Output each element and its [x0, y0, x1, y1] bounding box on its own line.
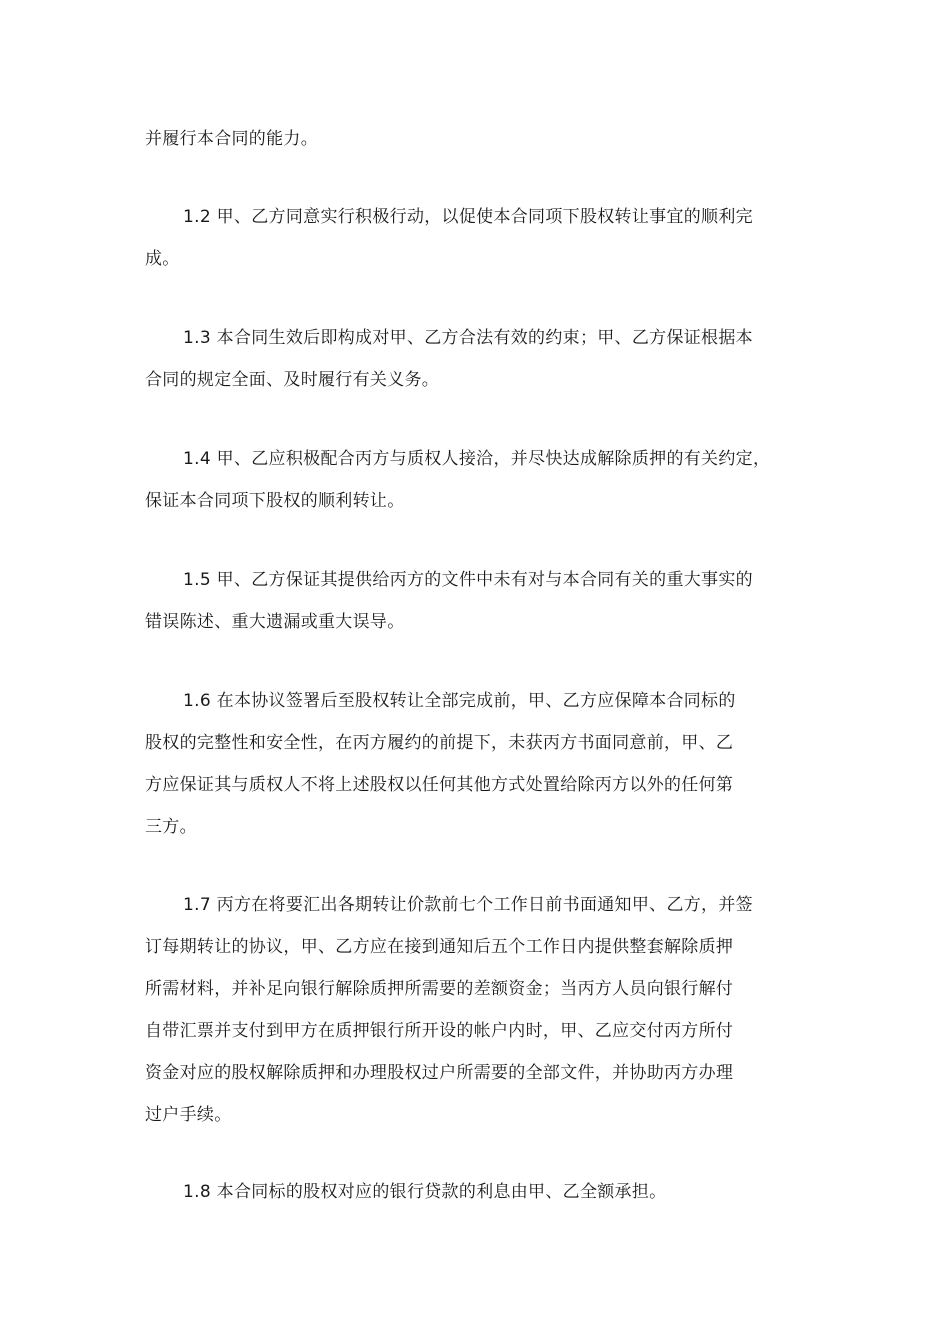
paragraph-1-3-line-2: 合同的规定全面、及时履行有关义务。 — [145, 370, 440, 390]
paragraph-1-7-line-3: 所需材料，并补足向银行解除质押所需要的差额资金；当丙方人员向银行解付 — [145, 979, 734, 999]
paragraph-1-8-line-1: 1.8 本合同标的股权对应的银行贷款的利息由甲、乙全额承担。 — [183, 1182, 667, 1202]
paragraph-1-7-line-1: 1.7 丙方在将要汇出各期转让价款前七个工作日前书面通知甲、乙方，并签 — [183, 895, 753, 915]
paragraph-1-5-line-2: 错误陈述、重大遗漏或重大误导。 — [145, 612, 405, 632]
paragraph-1-5-line-1: 1.5 甲、乙方保证其提供给丙方的文件中未有对与本合同有关的重大事实的 — [183, 570, 753, 590]
paragraph-1-7-line-4: 自带汇票并支付到甲方在质押银行所开设的帐户内时，甲、乙应交付丙方所付 — [145, 1021, 734, 1041]
paragraph-1-1-line-2: 并履行本合同的能力。 — [145, 129, 318, 149]
paragraph-1-7-line-2: 订每期转让的协议，甲、乙方应在接到通知后五个工作日内提供整套解除质押 — [145, 937, 734, 957]
paragraph-1-7-line-5: 资金对应的股权解除质押和办理股权过户所需要的全部文件，并协助丙方办理 — [145, 1063, 734, 1083]
paragraph-1-4-line-1: 1.4 甲、乙应积极配合丙方与质权人接洽，并尽快达成解除质押的有关约定， — [183, 449, 771, 469]
paragraph-1-6-line-3: 方应保证其与质权人不将上述股权以任何其他方式处置给除丙方以外的任何第 — [145, 775, 734, 795]
paragraph-1-2-line-2: 成。 — [145, 249, 180, 269]
paragraph-1-2-line-1: 1.2 甲、乙方同意实行积极行动，以促使本合同项下股权转让事宜的顺利完 — [183, 207, 753, 227]
paragraph-1-6-line-4: 三方。 — [145, 817, 197, 837]
paragraph-1-6-line-2: 股权的完整性和安全性，在丙方履约的前提下，未获丙方书面同意前，甲、乙 — [145, 733, 734, 753]
paragraph-1-3-line-1: 1.3 本合同生效后即构成对甲、乙方合法有效的约束；甲、乙方保证根据本 — [183, 328, 753, 348]
paragraph-1-4-line-2: 保证本合同项下股权的顺利转让。 — [145, 491, 405, 511]
paragraph-1-7-line-6: 过户手续。 — [145, 1105, 232, 1125]
paragraph-1-6-line-1: 1.6 在本协议签署后至股权转让全部完成前，甲、乙方应保障本合同标的 — [183, 691, 736, 711]
